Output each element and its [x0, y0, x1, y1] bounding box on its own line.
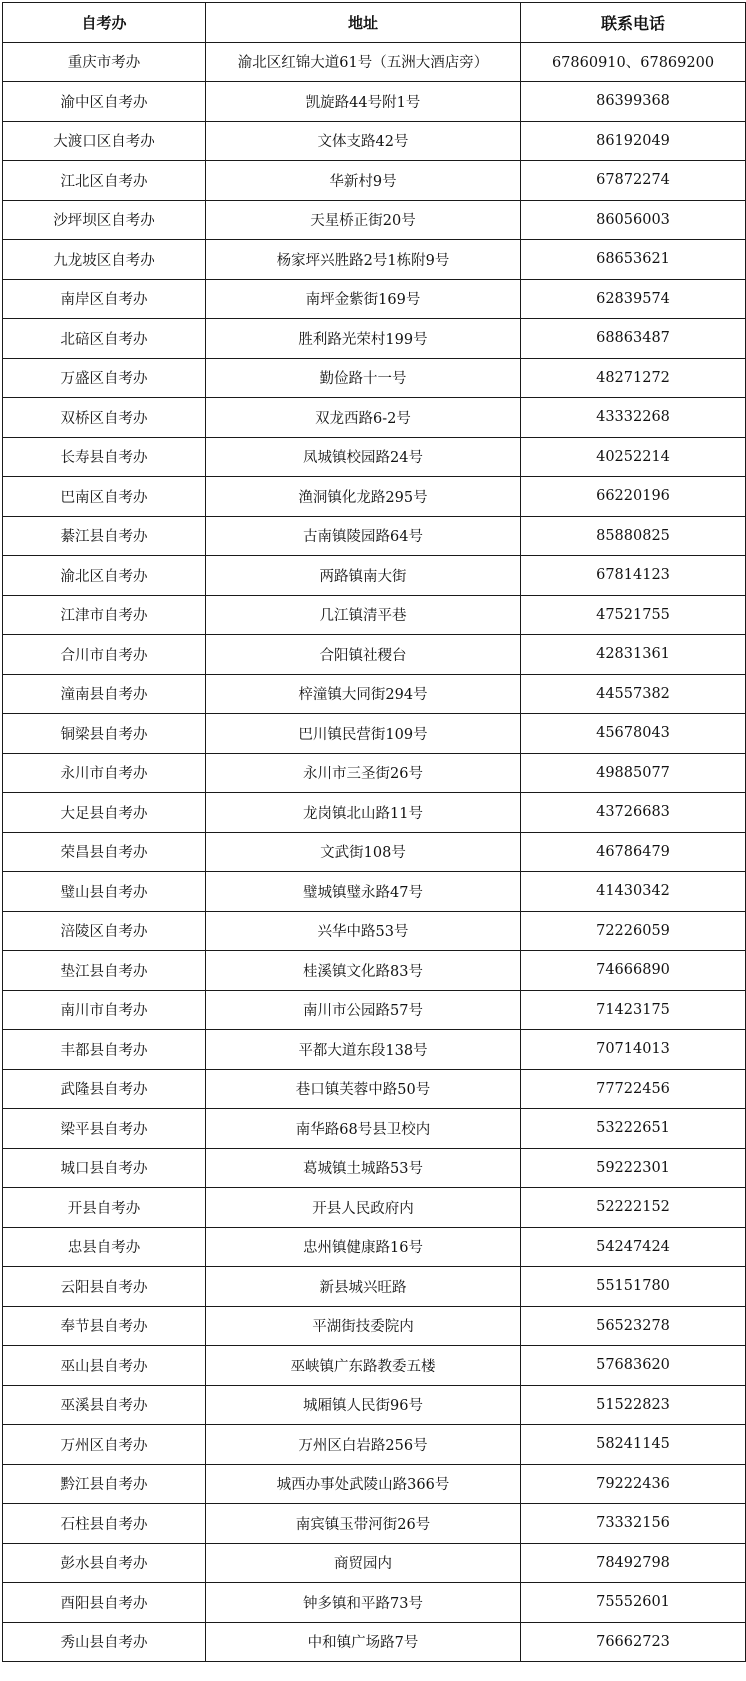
cell-phone: 44557382 [521, 674, 746, 714]
table-row [3, 753, 746, 793]
cell-address: 两路镇南大街 [206, 556, 521, 596]
table-row [3, 595, 746, 635]
cell-address: 开县人民政府内 [206, 1188, 521, 1228]
cell-address: 文武街108号 [206, 832, 521, 872]
cell-phone: 74666890 [521, 951, 746, 991]
cell-phone: 73332156 [521, 1504, 746, 1544]
cell-phone: 71423175 [521, 990, 746, 1030]
cell-address: 龙岗镇北山路11号 [206, 793, 521, 833]
exam-office-contact-table [2, 2, 746, 1662]
cell-phone: 62839574 [521, 279, 746, 319]
table-row [3, 1069, 746, 1109]
cell-address: 南坪金紫街169号 [206, 279, 521, 319]
cell-address: 南宾镇玉带河街26号 [206, 1504, 521, 1544]
cell-office: 巴南区自考办 [3, 477, 206, 517]
table-row [3, 240, 746, 280]
table-body [3, 42, 746, 1662]
cell-address: 双龙西路6-2号 [206, 398, 521, 438]
cell-phone: 41430342 [521, 872, 746, 912]
cell-phone: 67872274 [521, 161, 746, 201]
cell-office: 九龙坡区自考办 [3, 240, 206, 280]
table-row [3, 1583, 746, 1623]
cell-address: 中和镇广场路7号 [206, 1622, 521, 1662]
cell-address: 万州区白岩路256号 [206, 1425, 521, 1465]
cell-office: 巫溪县自考办 [3, 1385, 206, 1425]
cell-phone: 78492798 [521, 1543, 746, 1583]
cell-phone: 42831361 [521, 635, 746, 675]
table-row [3, 358, 746, 398]
table-row [3, 635, 746, 675]
cell-address: 商贸园内 [206, 1543, 521, 1583]
cell-office: 江津市自考办 [3, 595, 206, 635]
table-row [3, 872, 746, 912]
cell-phone: 47521755 [521, 595, 746, 635]
cell-phone: 45678043 [521, 714, 746, 754]
table-row [3, 1148, 746, 1188]
cell-address: 华新村9号 [206, 161, 521, 201]
cell-office: 璧山县自考办 [3, 872, 206, 912]
cell-office: 江北区自考办 [3, 161, 206, 201]
cell-phone: 43332268 [521, 398, 746, 438]
cell-address: 南华路68号县卫校内 [206, 1109, 521, 1149]
cell-address: 渔洞镇化龙路295号 [206, 477, 521, 517]
cell-office: 城口县自考办 [3, 1148, 206, 1188]
table-row [3, 832, 746, 872]
cell-address: 兴华中路53号 [206, 911, 521, 951]
cell-address: 葛城镇土城路53号 [206, 1148, 521, 1188]
cell-address: 文体支路42号 [206, 121, 521, 161]
cell-office: 渝中区自考办 [3, 82, 206, 122]
cell-address: 南川市公园路57号 [206, 990, 521, 1030]
cell-phone: 75552601 [521, 1583, 746, 1623]
cell-office: 黔江县自考办 [3, 1464, 206, 1504]
table-row [3, 1346, 746, 1386]
cell-phone: 86192049 [521, 121, 746, 161]
cell-address: 梓潼镇大同街294号 [206, 674, 521, 714]
cell-office: 合川市自考办 [3, 635, 206, 675]
cell-office: 双桥区自考办 [3, 398, 206, 438]
column-header-phone: 联系电话 [521, 3, 746, 43]
cell-phone: 79222436 [521, 1464, 746, 1504]
cell-address: 几江镇清平巷 [206, 595, 521, 635]
cell-address: 平湖街技委院内 [206, 1306, 521, 1346]
cell-address: 巷口镇芙蓉中路50号 [206, 1069, 521, 1109]
table-row [3, 1425, 746, 1465]
cell-phone: 66220196 [521, 477, 746, 517]
cell-office: 大渡口区自考办 [3, 121, 206, 161]
cell-phone: 76662723 [521, 1622, 746, 1662]
table-row [3, 990, 746, 1030]
cell-phone: 67860910、67869200 [521, 42, 746, 82]
cell-phone: 77722456 [521, 1069, 746, 1109]
cell-phone: 55151780 [521, 1267, 746, 1307]
cell-address: 古南镇陵园路64号 [206, 516, 521, 556]
table-row [3, 951, 746, 991]
cell-phone: 68653621 [521, 240, 746, 280]
table-row [3, 1385, 746, 1425]
cell-phone: 54247424 [521, 1227, 746, 1267]
cell-phone: 52222152 [521, 1188, 746, 1228]
cell-address: 永川市三圣街26号 [206, 753, 521, 793]
cell-address: 桂溪镇文化路83号 [206, 951, 521, 991]
cell-office: 秀山县自考办 [3, 1622, 206, 1662]
table-row [3, 714, 746, 754]
cell-address: 钟多镇和平路73号 [206, 1583, 521, 1623]
cell-phone: 86056003 [521, 200, 746, 240]
cell-office: 沙坪坝区自考办 [3, 200, 206, 240]
cell-phone: 59222301 [521, 1148, 746, 1188]
table-row [3, 161, 746, 201]
cell-phone: 56523278 [521, 1306, 746, 1346]
table-row [3, 279, 746, 319]
cell-phone: 58241145 [521, 1425, 746, 1465]
table-row [3, 1188, 746, 1228]
table-row [3, 121, 746, 161]
cell-office: 巫山县自考办 [3, 1346, 206, 1386]
table-row [3, 1267, 746, 1307]
cell-address: 渝北区红锦大道61号（五洲大酒店旁） [206, 42, 521, 82]
cell-phone: 53222651 [521, 1109, 746, 1149]
cell-address: 平都大道东段138号 [206, 1030, 521, 1070]
cell-office: 石柱县自考办 [3, 1504, 206, 1544]
cell-address: 璧城镇璧永路47号 [206, 872, 521, 912]
table-row [3, 793, 746, 833]
cell-office: 云阳县自考办 [3, 1267, 206, 1307]
cell-office: 垫江县自考办 [3, 951, 206, 991]
cell-office: 渝北区自考办 [3, 556, 206, 596]
cell-address: 凤城镇校园路24号 [206, 437, 521, 477]
table-row [3, 516, 746, 556]
column-header-address: 地址 [206, 3, 521, 43]
cell-phone: 43726683 [521, 793, 746, 833]
table-row [3, 1306, 746, 1346]
table-row [3, 437, 746, 477]
table-row [3, 1622, 746, 1662]
cell-phone: 72226059 [521, 911, 746, 951]
cell-address: 忠州镇健康路16号 [206, 1227, 521, 1267]
table-row [3, 674, 746, 714]
cell-address: 胜利路光荣村199号 [206, 319, 521, 359]
cell-office: 开县自考办 [3, 1188, 206, 1228]
cell-address: 凯旋路44号附1号 [206, 82, 521, 122]
cell-office: 永川市自考办 [3, 753, 206, 793]
cell-phone: 67814123 [521, 556, 746, 596]
cell-office: 万盛区自考办 [3, 358, 206, 398]
table-row [3, 1504, 746, 1544]
cell-phone: 51522823 [521, 1385, 746, 1425]
cell-office: 铜梁县自考办 [3, 714, 206, 754]
cell-office: 忠县自考办 [3, 1227, 206, 1267]
cell-address: 合阳镇社稷台 [206, 635, 521, 675]
table-header-row [3, 3, 746, 43]
cell-office: 南川市自考办 [3, 990, 206, 1030]
cell-office: 北碚区自考办 [3, 319, 206, 359]
cell-phone: 40252214 [521, 437, 746, 477]
table-row [3, 1464, 746, 1504]
cell-phone: 86399368 [521, 82, 746, 122]
table-row [3, 42, 746, 82]
cell-office: 涪陵区自考办 [3, 911, 206, 951]
cell-address: 巫峡镇广东路教委五楼 [206, 1346, 521, 1386]
table-row [3, 477, 746, 517]
cell-address: 巴川镇民营街109号 [206, 714, 521, 754]
cell-office: 奉节县自考办 [3, 1306, 206, 1346]
cell-office: 丰都县自考办 [3, 1030, 206, 1070]
table-row [3, 1227, 746, 1267]
cell-address: 勤俭路十一号 [206, 358, 521, 398]
cell-office: 彭水县自考办 [3, 1543, 206, 1583]
table-row [3, 556, 746, 596]
cell-office: 酉阳县自考办 [3, 1583, 206, 1623]
cell-address: 城西办事处武陵山路366号 [206, 1464, 521, 1504]
cell-office: 荣昌县自考办 [3, 832, 206, 872]
cell-office: 綦江县自考办 [3, 516, 206, 556]
cell-address: 天星桥正街20号 [206, 200, 521, 240]
cell-office: 大足县自考办 [3, 793, 206, 833]
table-row [3, 200, 746, 240]
cell-office: 长寿县自考办 [3, 437, 206, 477]
table-row [3, 1030, 746, 1070]
cell-phone: 49885077 [521, 753, 746, 793]
column-header-office: 自考办 [3, 3, 206, 43]
table-row [3, 1543, 746, 1583]
cell-phone: 46786479 [521, 832, 746, 872]
cell-office: 南岸区自考办 [3, 279, 206, 319]
table-row [3, 319, 746, 359]
cell-phone: 57683620 [521, 1346, 746, 1386]
cell-office: 梁平县自考办 [3, 1109, 206, 1149]
cell-phone: 85880825 [521, 516, 746, 556]
table-row [3, 911, 746, 951]
cell-office: 武隆县自考办 [3, 1069, 206, 1109]
cell-phone: 70714013 [521, 1030, 746, 1070]
cell-address: 城厢镇人民街96号 [206, 1385, 521, 1425]
cell-office: 万州区自考办 [3, 1425, 206, 1465]
cell-address: 新县城兴旺路 [206, 1267, 521, 1307]
cell-office: 重庆市考办 [3, 42, 206, 82]
table-row [3, 398, 746, 438]
table-row [3, 82, 746, 122]
cell-phone: 48271272 [521, 358, 746, 398]
table-row [3, 1109, 746, 1149]
cell-phone: 68863487 [521, 319, 746, 359]
cell-office: 潼南县自考办 [3, 674, 206, 714]
cell-address: 杨家坪兴胜路2号1栋附9号 [206, 240, 521, 280]
